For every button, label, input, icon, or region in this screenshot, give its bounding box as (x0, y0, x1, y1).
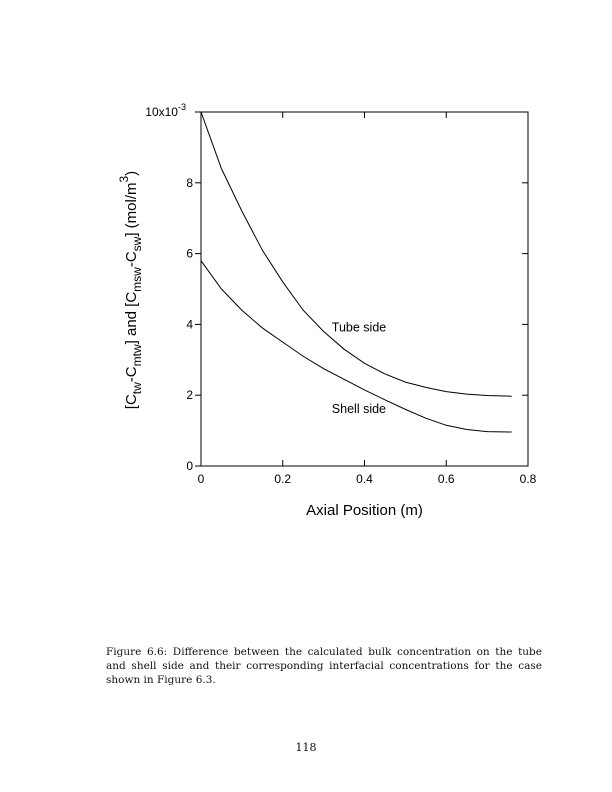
x-tick-label: 0 (197, 472, 205, 486)
y-axis-label-part: mtw (130, 344, 144, 367)
y-axis-label-part: ] (mol/m (123, 182, 140, 237)
y-tick-label: 8 (186, 175, 193, 190)
y-tick-label: 4 (186, 317, 193, 332)
y-tick-exponent: -3 (177, 102, 186, 112)
x-tick-label: 0.2 (274, 472, 292, 486)
series-line-tube-side (201, 112, 512, 396)
y-axis-label-part: 3 (117, 175, 131, 183)
y-axis-label-part: -C (123, 251, 140, 268)
page-number: 118 (295, 741, 317, 754)
y-axis-label-part: -C (123, 366, 140, 383)
y-tick-label: $10x10^{-3}$ (145, 102, 186, 119)
y-axis-label-part: msw (130, 267, 144, 292)
y-tick-label: 2 (186, 388, 193, 403)
x-tick-label: 0.6 (437, 472, 455, 486)
series-label: Tube side (331, 320, 387, 335)
y-axis-label-part: ] and [C (123, 291, 140, 345)
y-axis-label-part: ) (123, 170, 140, 176)
y-axis-label (117, 171, 144, 409)
y-tick-label: 0 (186, 459, 193, 473)
y-axis-label-part: tw (130, 382, 144, 395)
x-tick-label: 0.8 (519, 472, 537, 486)
y-axis-label-part: sw (130, 236, 144, 252)
x-axis-label: Axial Position (m) (306, 502, 423, 519)
y-axis-label-part: [C (123, 394, 140, 410)
figure-caption: Figure 6.6: Difference between the calculated bulk concentration on the tube and shell side and their corresponding interfacial concentrations for the case shown in Figure 6.3. (106, 646, 542, 686)
y-tick-label: 6 (186, 246, 193, 261)
series-label: Shell side (331, 401, 387, 416)
x-tick-label: 0.4 (356, 472, 373, 486)
